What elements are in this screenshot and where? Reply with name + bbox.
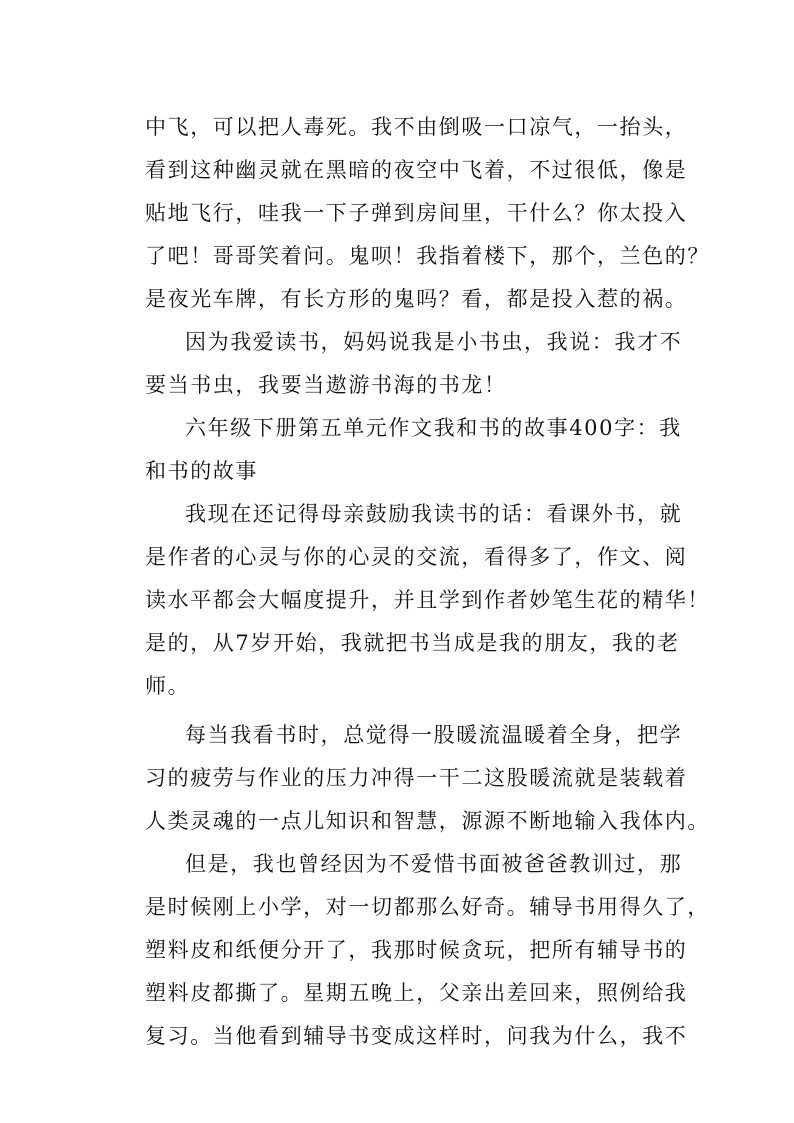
text-line: 了吧！哥哥笑着问。鬼呗！我指着楼下，那个，兰色的？: [145, 244, 710, 268]
paragraph-first-line: 我现在还记得母亲鼓励我读书的话：看课外书，就: [185, 502, 683, 526]
text-line: 师。: [145, 674, 191, 698]
text-line: 塑料皮都撕了。星期五晚上，父亲出差回来，照例给我: [145, 981, 688, 1005]
text-line: 复习。当他看到辅导书变成这样时，问我为什么，我不: [145, 1024, 688, 1048]
text-line: 中飞，可以把人毒死。我不由倒吸一口凉气，一抬头，: [145, 115, 688, 139]
text-line: 读水平都会大幅度提升，并且学到作者妙笔生花的精华！: [145, 588, 710, 612]
text-line: 人类灵魂的一点儿知识和智慧，源源不断地输入我体内。: [145, 809, 710, 833]
paragraph-first-line: 每当我看书时，总觉得一股暖流温暖着全身，把学: [185, 723, 683, 747]
paragraph-first-line: 因为我爱读书，妈妈说我是小书虫，我说：我才不: [185, 330, 683, 354]
text-line: 看到这种幽灵就在黑暗的夜空中飞着，不过很低，像是: [145, 158, 688, 182]
paragraph-first-line: 但是，我也曾经因为不爱惜书面被爸爸教训过，那: [185, 852, 683, 876]
section-heading-line: 和书的故事: [145, 459, 258, 483]
section-heading-line: 六年级下册第五单元作文我和书的故事400字：我: [185, 416, 682, 440]
text-line: 要当书虫，我要当遨游书海的书龙！: [145, 373, 507, 397]
text-line: 习的疲劳与作业的压力冲得一干二这股暖流就是装载着: [145, 766, 688, 790]
text-line: 塑料皮和纸便分开了，我那时候贪玩，把所有辅导书的: [145, 938, 688, 962]
document-body: [145, 106, 710, 1058]
text-line: 是时候刚上小学，对一切都那么好奇。辅导书用得久了，: [145, 895, 710, 919]
text-line: 是作者的心灵与你的心灵的交流，看得多了，作文、阅: [145, 545, 688, 569]
text-line: 贴地飞行，哇我一下子弹到房间里，干什么？你太投入: [145, 201, 688, 225]
text-line: 是的，从7岁开始，我就把书当成是我的朋友，我的老: [145, 631, 680, 655]
text-line: 是夜光车牌，有长方形的鬼吗？看，都是投入惹的祸。: [145, 287, 688, 311]
